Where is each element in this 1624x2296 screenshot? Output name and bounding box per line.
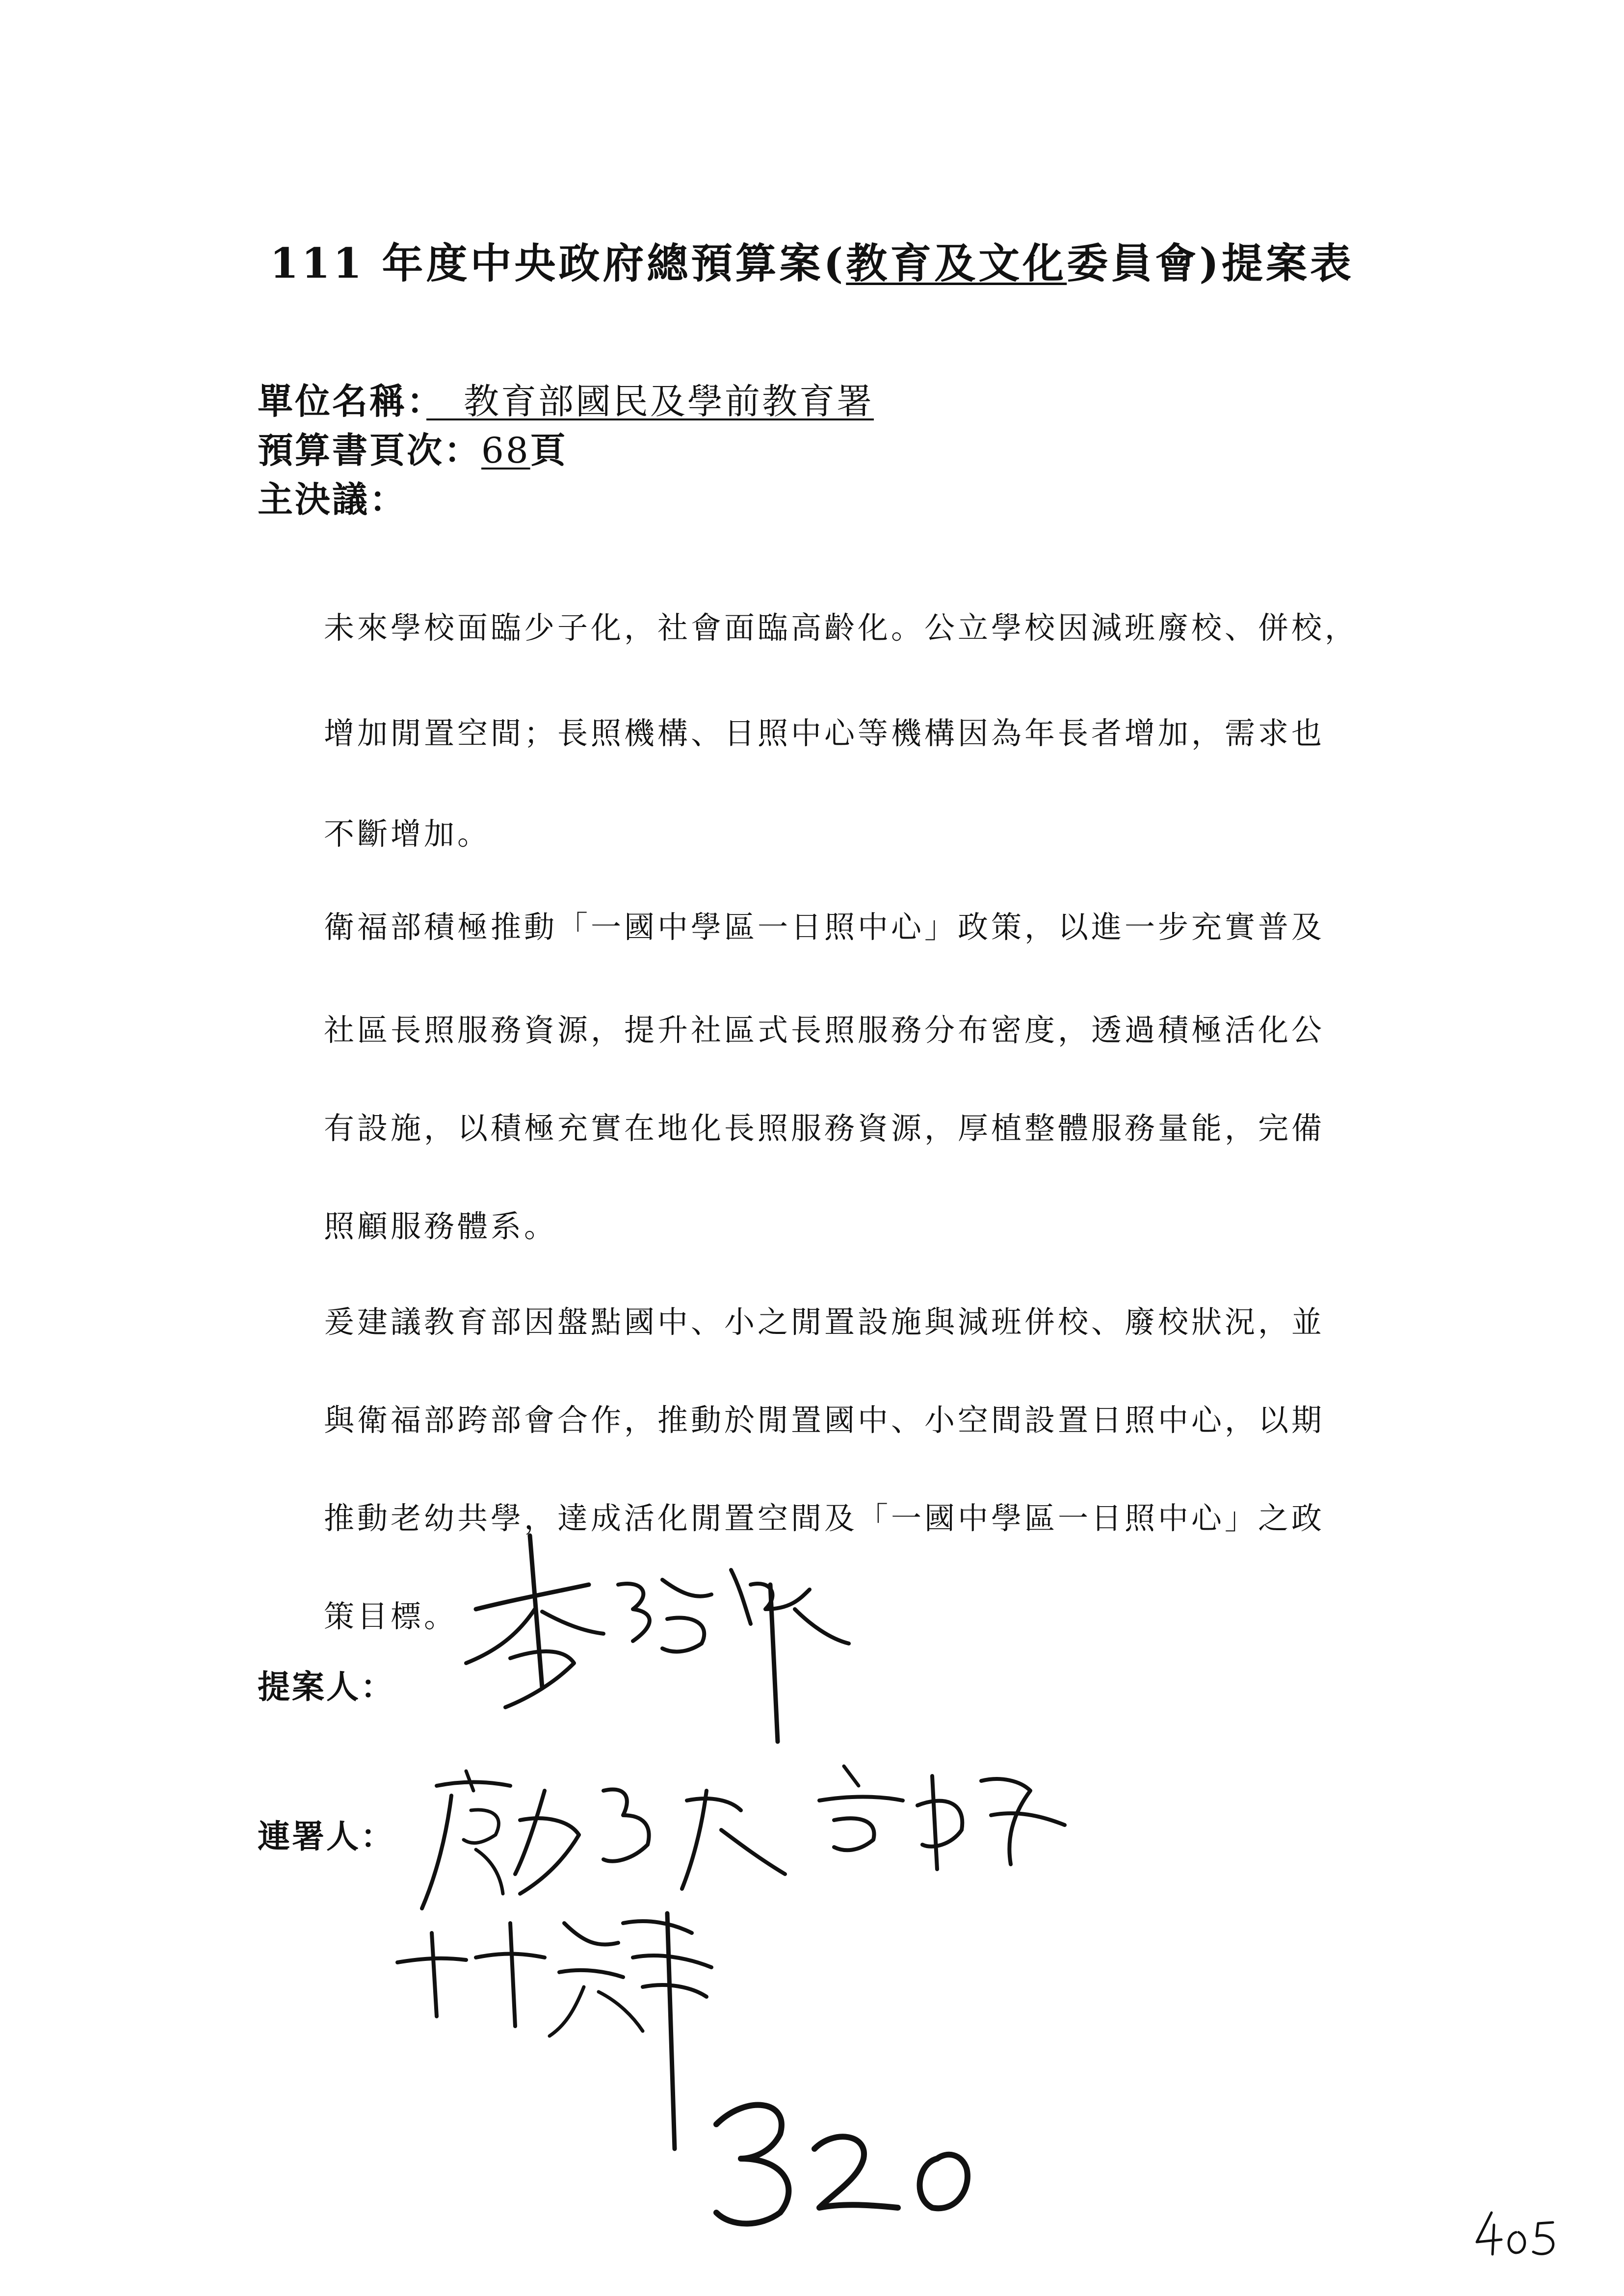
title-prefix: 111 年度中央政府總預算案( [269,239,846,287]
proposer-label: 提案人： [258,1668,395,1706]
handwritten-number [707,2090,981,2232]
cosigner-signature [417,1761,810,1923]
budget-page-label: 預算書頁次： [258,429,482,471]
body-line: 增加閒置空間；長照機構、日照中心等機構因為年長者增加，需求也 [324,715,1325,751]
body-line: 不斷增加。 [324,816,491,852]
unit-label: 單位名稱： [258,380,427,422]
budget-page-value: 68 [481,430,530,471]
body-line: 有設施，以積極充實在地化長照服務資源，厚植整體服務量能，完備 [324,1110,1325,1146]
body-line: 推動老幼共學，達成活化閒置空間及「一國中學區一日照中心」之政 [324,1500,1325,1536]
cosigner-signature [805,1747,1079,1894]
body-line: 未來學校面臨少子化，社會面臨高齡化。公立學校因減班廢校、併校， [324,610,1359,646]
title-committee: 教育及文化 [846,239,1067,287]
body-line: 策目標。 [324,1598,458,1634]
proposer-signature [456,1526,859,1751]
body-line: 社區長照服務資源，提升社區式長照服務分布密度，透過積極活化公 [324,1012,1325,1048]
body-line: 衛福部積極推動「一國中學區一日照中心」政策，以進一步充實普及 [324,909,1325,945]
handwritten-page-number [1472,2208,1560,2262]
title-suffix: 委員會)提案表 [1067,239,1355,287]
cosigner-signature [388,1904,741,2159]
body-line: 爰建議教育部因盤點國中、小之閒置設施與減班併校、廢校狀況，並 [324,1304,1325,1340]
body-line: 照顧服務體系。 [324,1208,558,1244]
budget-page-unit: 頁 [530,429,568,471]
cosigner-label: 連署人： [258,1817,395,1855]
body-line: 與衛福部跨部會合作，推動於閒置國中、小空間設置日照中心，以期 [324,1402,1325,1438]
document-title [0,231,1624,290]
budget-page-field [258,422,568,473]
resolution-label: 主決議： [258,478,407,520]
unit-value: 教育部國民及學前教育署 [426,381,874,422]
unit-field [258,373,874,424]
